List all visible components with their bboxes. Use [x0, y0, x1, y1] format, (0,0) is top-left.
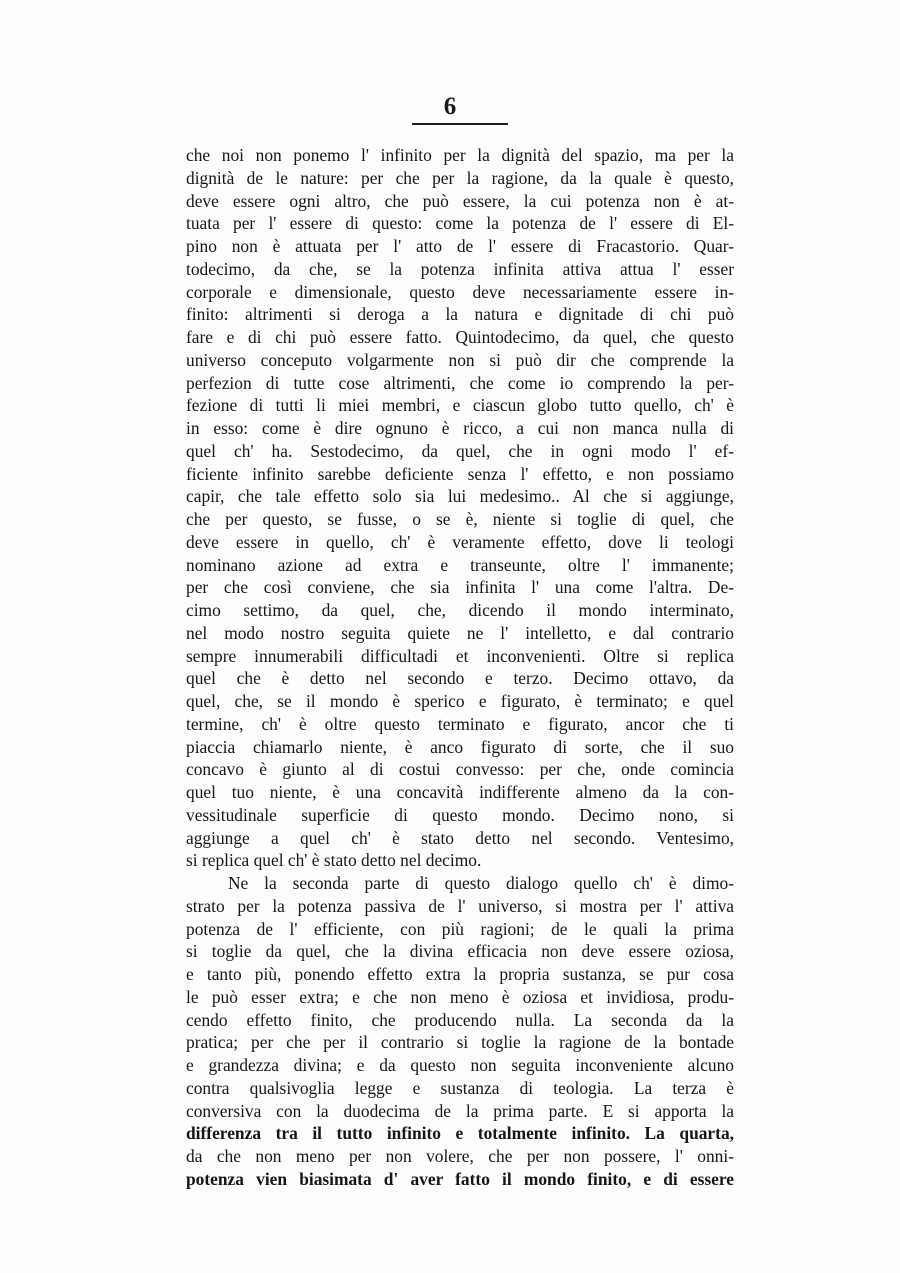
text-line: pino non è attuata per l' atto de l' essere di Fracastorio. Quar- — [186, 236, 734, 256]
text-line: todecimo, da che, se la potenza infinita attiva attua l' esser — [186, 258, 734, 279]
text-line: concavo è giunto al di costui convesso: per che, onde comincia — [186, 759, 734, 780]
text-line: corporale e dimensionale, questo deve necessariamente essere in- — [186, 281, 734, 302]
text-line: e grandezza divina; e da questo non seguita inconveniente alcuno — [186, 1055, 734, 1075]
text-line: cimo settimo, da quel, che, dicendo il mondo interminato, — [186, 600, 734, 620]
text-line: e tanto più, ponendo effetto extra la propria sustanza, se pur cosa — [186, 964, 734, 984]
text-line: potenza vien biasimata d' aver fatto il mondo finito, e di essere — [186, 1168, 734, 1189]
text-line: ficiente infinito sarebbe deficiente senza l' effetto, e non possiamo — [186, 463, 734, 484]
text-line: capir, che tale effetto solo sia lui medesimo.. Al che si aggiunge, — [186, 486, 734, 507]
text-line: potenza de l' efficiente, con più ragioni; de le quali la prima — [186, 918, 734, 939]
text-line: pratica; per che per il contrario si toglie la ragione de la bontade — [186, 1032, 734, 1053]
text-line: universo conceputo volgarmente non si può dir che comprende la — [186, 349, 734, 370]
text-line: quel, che, se il mondo è sperico e figurato, è terminato; e quel — [186, 691, 734, 711]
text-line: fare e di chi può essere fatto. Quintodecimo, da quel, che questo — [186, 327, 734, 347]
text-line: per che così conviene, che sia infinita l' una come l'altra. De- — [186, 577, 734, 598]
text-line: che per questo, se fusse, o se è, niente si toglie di quel, che — [186, 509, 734, 529]
text-line: Ne la seconda parte di questo dialogo quello ch' è dimo- — [228, 873, 734, 893]
text-line: in esso: come è dire ognuno è ricco, a cui non manca nulla di — [186, 418, 734, 438]
text-line: aggiunge a quel ch' è stato detto nel secondo. Ventesimo, — [186, 827, 734, 848]
text-line: quel ch' ha. Sestodecimo, da quel, che in ogni modo l' ef- — [186, 440, 734, 461]
text-line: quel tuo niente, è una concavità indifferente almeno da la con- — [186, 782, 734, 802]
text-line: sempre innumerabili difficultadi et inconvenienti. Oltre si replica — [186, 645, 734, 666]
text-line: contra qualsivoglia legge e sustanza di teologia. La terza è — [186, 1077, 734, 1098]
text-line: finito: altrimenti si deroga a la natura e dignitade di chi può — [186, 304, 734, 325]
text-line: le può esser extra; e che non meno è oziosa et invidiosa, produ- — [186, 986, 734, 1007]
text-line: deve essere in quello, ch' è veramente effetto, dove li teologi — [186, 531, 734, 552]
text-line: piaccia chiamarlo niente, è anco figurato di sorte, che il suo — [186, 736, 734, 757]
text-line: nel modo nostro seguita quiete ne l' intelletto, e dal contrario — [186, 622, 734, 643]
text-line: differenza tra il tutto infinito e totalmente infinito. La quarta, — [186, 1123, 734, 1144]
text-line: termine, ch' è oltre questo terminato e figurato, ancor che ti — [186, 713, 734, 734]
text-line: quel che è detto nel secondo e terzo. Decimo ottavo, da — [186, 668, 734, 689]
body-text — [186, 144, 734, 1191]
text-line: si toglie da quel, che la divina efficacia non deve essere oziosa, — [186, 941, 734, 962]
text-line: fezione di tutti li miei membri, e ciascun globo tutto quello, ch' è — [186, 395, 734, 416]
text-line: vessitudinale superficie di questo mondo. Decimo nono, si — [186, 804, 734, 825]
text-line: si replica quel ch' è stato detto nel decimo. — [186, 850, 482, 871]
page-number-rule — [412, 123, 508, 125]
text-line: dignità de le nature: per che per la ragione, da la quale è questo, — [186, 167, 734, 188]
text-line: conversiva con la duodecima de la prima parte. E si apporta la — [186, 1100, 734, 1121]
text-line: perfezion di tutte cose altrimenti, che come io comprendo la per- — [186, 372, 734, 393]
text-line: da che non meno per non volere, che per non possere, l' onni- — [186, 1146, 734, 1166]
page-number: 6 — [443, 93, 457, 120]
text-line: cendo effetto finito, che producendo nulla. La seconda da la — [186, 1009, 734, 1030]
text-line: nominano azione ad extra e transeunte, oltre l' immanente; — [186, 554, 734, 575]
text-line: strato per la potenza passiva de l' universo, si mostra per l' attiva — [186, 895, 734, 916]
text-line: tuata per l' essere di questo: come la potenza de l' essere di El- — [186, 213, 734, 234]
text-line: che noi non ponemo l' infinito per la dignità del spazio, ma per la — [186, 145, 734, 165]
text-line: deve essere ogni altro, che può essere, la cui potenza non è at- — [186, 190, 734, 211]
